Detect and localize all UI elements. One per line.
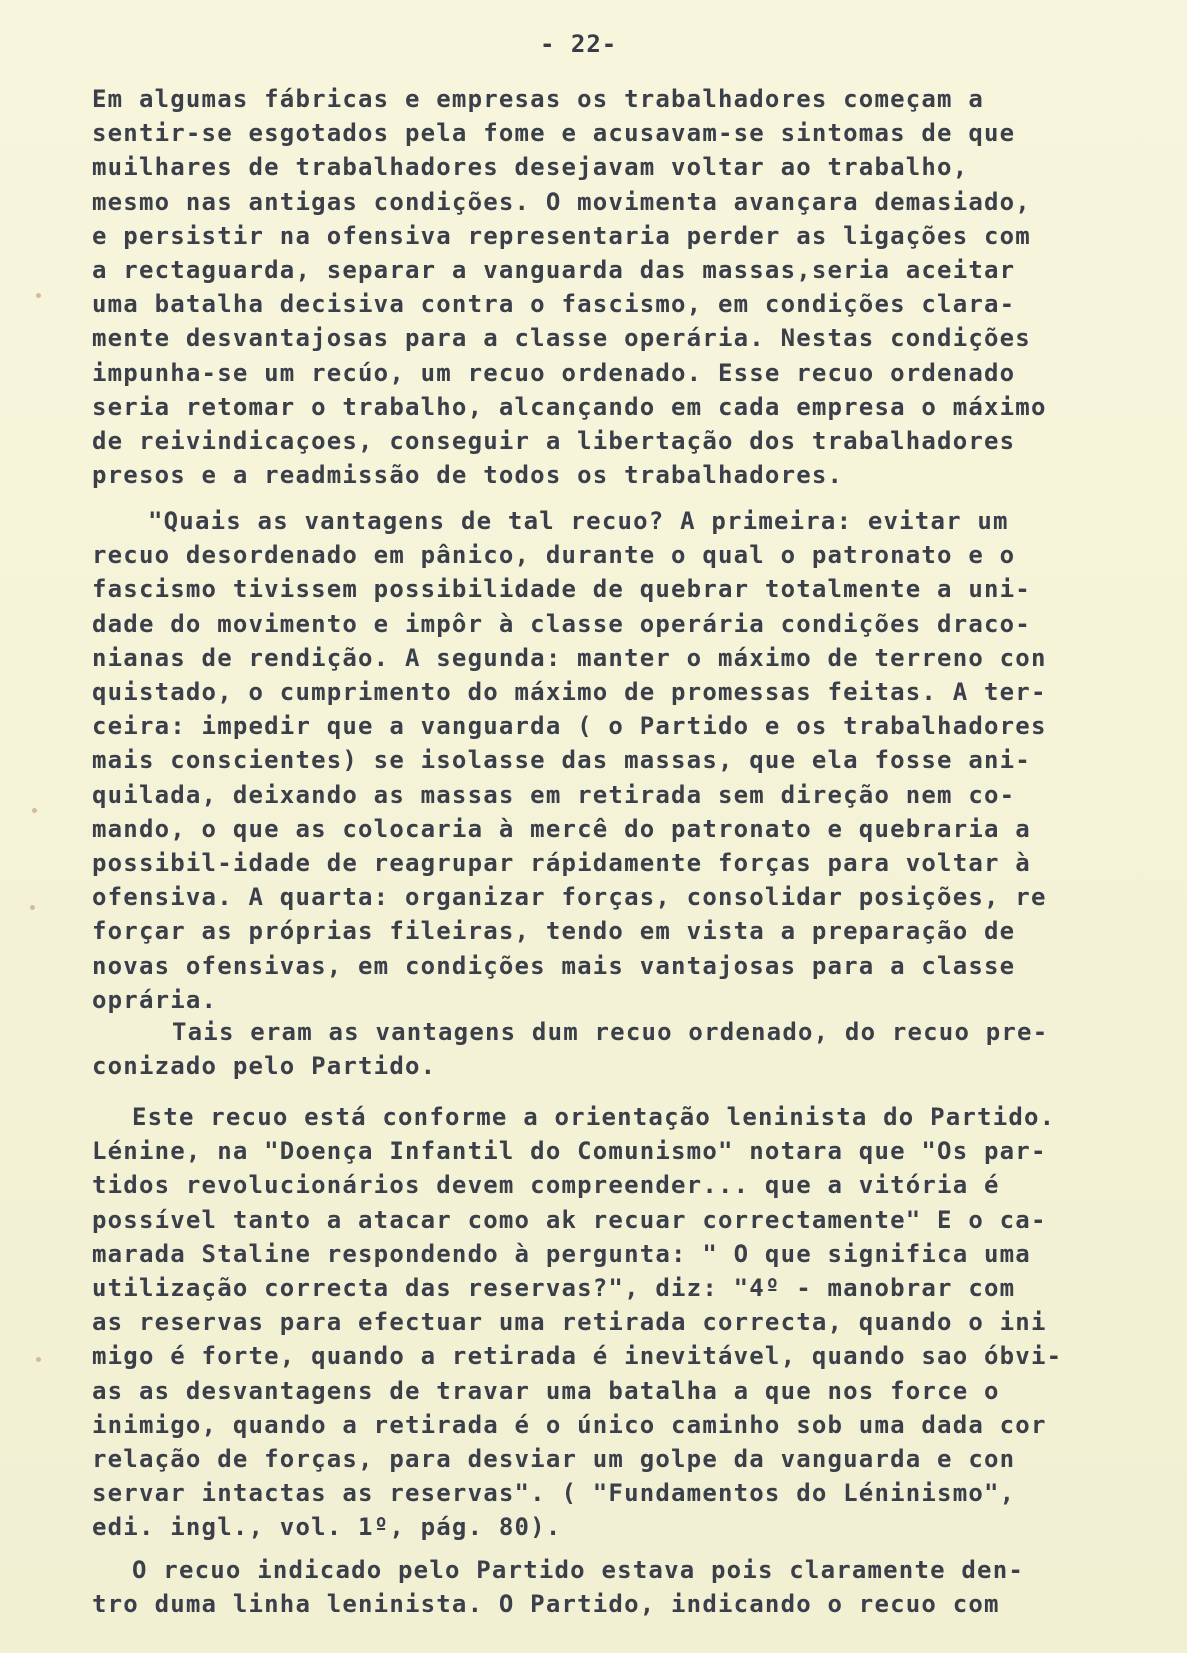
page-number: - 22- <box>540 30 618 58</box>
text-line: forçar as próprias fileiras, tendo em vista a preparação de <box>92 917 1016 946</box>
text-line: muilhares de trabalhadores desejavam voltar ao trabalho, <box>92 153 969 182</box>
text-line: Lénine, na "Doença Infantil do Comunismo" notara que "Os par- <box>92 1137 1047 1166</box>
margin-speck <box>36 1357 41 1362</box>
text-line: impunha-se um recúo, um recuo ordenado. Esse recuo ordenado <box>92 358 1016 387</box>
text-line: possível tanto a atacar como ak recuar correctamente" E o ca- <box>92 1205 1047 1234</box>
text-line: conizado pelo Partido. <box>92 1052 437 1081</box>
margin-speck <box>32 808 37 813</box>
text-line: Tais eram as vantagens dum recuo ordenado, do recuo pre- <box>172 1018 1049 1046</box>
text-line: ceira: impedir que a vanguarda ( o Partido e os trabalhadores <box>92 712 1047 741</box>
text-line: tro duma linha leninista. O Partido, indicando o recuo com <box>92 1590 1000 1619</box>
text-line: relação de forças, para desviar um golpe da vanguarda e con <box>92 1445 1016 1473</box>
text-line: as as desvantagens de travar uma batalha a que nos force o <box>92 1376 1000 1405</box>
text-line: servar intactas as reservas". ( "Fundamentos do Léninismo", <box>92 1479 1016 1508</box>
text-line: recuo desordenado em pânico, durante o qual o patronato e o <box>92 541 1016 570</box>
text-line: ofensiva. A quarta: organizar forças, consolidar posições, re <box>92 883 1047 912</box>
text-line: O recuo indicado pelo Partido estava pois claramente den- <box>132 1556 1025 1584</box>
text-line: Em algumas fábricas e empresas os trabalhadores começam a <box>92 85 985 113</box>
text-line: marada Staline respondendo à pergunta: " O que significa uma <box>92 1239 1031 1268</box>
text-line: mente desvantajosas para a classe operária. Nestas condições <box>92 324 1031 353</box>
text-line: migo é forte, quando a retirada é inevitável, quando sao óbvi- <box>92 1342 1063 1371</box>
text-line: dade do movimento e impôr à classe operária condições draco- <box>92 609 1031 638</box>
text-line: novas ofensivas, em condições mais vantajosas para a classe <box>92 951 1016 980</box>
text-line: inimigo, quando a retirada é o único caminho sob uma dada cor <box>92 1410 1047 1439</box>
text-line: mando, o que as colocaria à mercê do patronato e quebraria a <box>92 814 1031 843</box>
text-line: e persistir na ofensiva representaria perder as ligações com <box>92 221 1031 250</box>
text-line: oprária. <box>92 985 218 1014</box>
text-line: presos e a readmissão de todos os trabalhadores. <box>92 461 844 490</box>
text-line: a rectaguarda, separar a vanguarda das massas,seria aceitar <box>92 256 1016 284</box>
margin-speck <box>30 905 35 910</box>
text-line: quilada, deixando as massas em retirada sem direção nem co- <box>92 780 1016 809</box>
text-line: tidos revolucionários devem compreender... que a vitória é <box>92 1171 1000 1200</box>
text-line: Este recuo está conforme a orientação leninista do Partido. <box>132 1103 1056 1131</box>
text-line: nianas de rendição. A segunda: manter o máximo de terreno con <box>92 643 1047 672</box>
text-line: uma batalha decisiva contra o fascismo, em condições clara- <box>92 290 1016 319</box>
margin-speck <box>36 293 41 298</box>
text-line: fascismo tivissem possibilidade de quebrar totalmente a uni- <box>92 575 1031 604</box>
text-line: "Quais as vantagens de tal recuo? A primeira: evitar um <box>148 507 1009 535</box>
text-line: sentir-se esgotados pela fome e acusavam-se sintomas de que <box>92 119 1016 148</box>
text-line: utilização correcta das reservas?", diz: "4º - manobrar com <box>92 1274 1016 1302</box>
text-line: mais conscientes) se isolasse das massas, que ela fosse ani- <box>92 746 1031 775</box>
text-line: possibil-idade de reagrupar rápidamente forças para voltar à <box>92 849 1031 877</box>
text-line: de reivindicaçoes, conseguir a libertação dos trabalhadores <box>92 427 1016 455</box>
text-line: mesmo nas antigas condições. O movimenta avançara demasiado, <box>92 187 1031 216</box>
text-line: edi. ingl., vol. 1º, pág. 80). <box>92 1513 562 1542</box>
text-line: quistado, o cumprimento do máximo de promessas feitas. A ter- <box>92 678 1047 706</box>
text-line: as reservas para efectuar uma retirada correcta, quando o ini <box>92 1308 1047 1337</box>
text-line: seria retomar o trabalho, alcançando em cada empresa o máximo <box>92 392 1047 421</box>
